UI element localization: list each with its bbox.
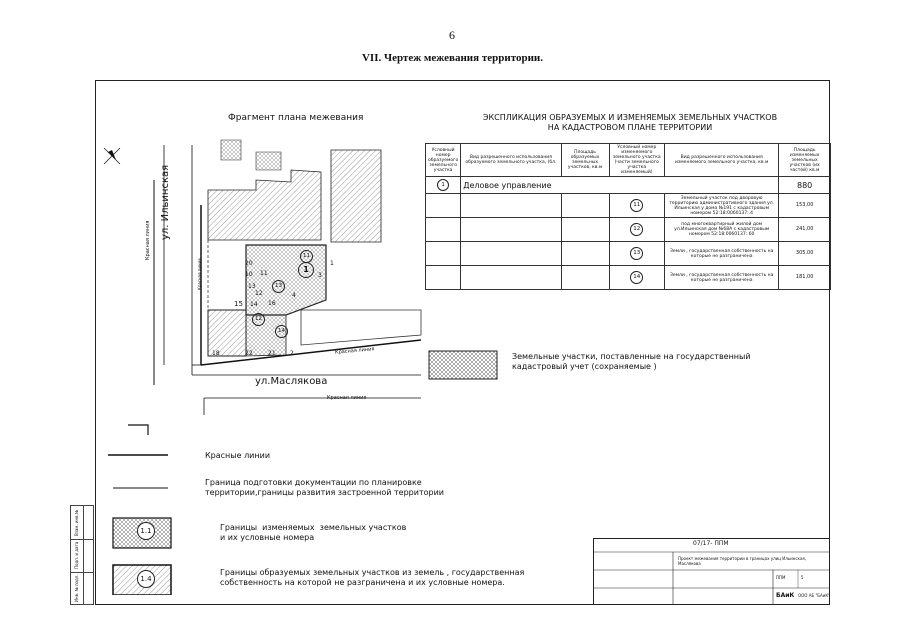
lot-number: 13: [248, 283, 256, 290]
row-area: 153,00: [779, 194, 831, 218]
table-row: [426, 266, 831, 290]
section-title: VII. Чертеж межевания территории.: [361, 52, 543, 64]
table-row: [426, 194, 831, 218]
cadastral-note: Земельные участки, поставленные на государственный кадастровый учет (сохраняемые ): [512, 352, 751, 371]
legend-formed-plots: Границы образуемых земельных участков из земель , государственная собственность на которой не разграничена и их условные номера.: [220, 568, 525, 587]
red-line-label: Красная линия: [197, 258, 202, 290]
street-label-ilyinskaya: ул. Ильинская: [160, 164, 171, 240]
row-number: 13: [630, 247, 643, 260]
row-number: 12: [630, 223, 643, 236]
project-line: Проект межевания территории в границах улиц Ильинская, Маслякова: [678, 556, 807, 566]
legend-red-lines: Красные линии: [205, 451, 271, 460]
lot-number: 21: [268, 350, 276, 357]
red-line-label: Красная линия: [334, 346, 375, 356]
row-use: Земли , государственная собственность на которые не разграничена: [665, 242, 779, 266]
legend-changed-plots: Границы изменяемых земельных участков и их условные номера: [220, 523, 407, 542]
plot-circle: 11: [300, 250, 313, 263]
row-number: 14: [630, 271, 643, 284]
drawing-code: 07/17- ППМ: [693, 540, 729, 547]
stage-label: ППМ: [776, 575, 786, 580]
sheet-label: 5: [801, 575, 804, 580]
column-header: Условный номер образуемого земельного участка: [426, 144, 461, 177]
red-line-icon: [128, 425, 148, 435]
side-label: Взам. инв.№: [74, 510, 79, 536]
plot-circle-main: 1: [298, 262, 314, 278]
street-label-maslyakova: ул.Маслякова: [255, 376, 328, 387]
north-arrow-icon: [104, 148, 120, 164]
lot-number: 16: [268, 300, 276, 307]
lot-number: 1: [330, 260, 334, 267]
lot-number: 18: [212, 350, 220, 357]
row-area: 880: [779, 177, 831, 194]
legend-symbol-changed: 1.1: [137, 522, 155, 540]
lot-number: 22: [245, 350, 253, 357]
legend-symbol-formed: 1.4: [137, 570, 155, 588]
row-number: 1: [437, 179, 449, 191]
explication-title-line2: НА КАДАСТРОВОМ ПЛАНЕ ТЕРРИТОРИИ: [547, 123, 713, 132]
lot-number: 15: [234, 300, 243, 308]
table-row: [426, 218, 831, 242]
lot-number: 4: [292, 292, 296, 299]
red-line-label: Красная линия: [145, 220, 151, 260]
explication-title-line1: ЭКСПЛИКАЦИЯ ОБРАЗУЕМЫХ И ИЗМЕНЯЕМЫХ ЗЕМЕЛЬНЫХ УЧАСТКОВ: [482, 113, 778, 122]
plot-circle: 13: [272, 280, 285, 293]
side-label: Инв. № подл.: [74, 574, 79, 602]
lot-number: 10: [245, 271, 253, 278]
row-use: Земельный участок под дворовую территорию административного здания ул. Ильинская у дома №191 с кадастровым номером 52:18:0060137:.4: [665, 194, 779, 218]
red-line-label: Красная линия: [327, 395, 367, 401]
explication-table: [425, 143, 831, 290]
lot-number: 2: [290, 350, 294, 357]
lot-number: 11: [260, 270, 268, 277]
row-area: 305,00: [779, 242, 831, 266]
plot-circle: 12: [252, 313, 265, 326]
column-header: Площадь образуемых земельных участков, кв.м: [561, 144, 609, 177]
row-area: 181,00: [779, 266, 831, 290]
lot-number: 20: [245, 260, 253, 267]
side-label: Подп. и дата: [74, 541, 79, 569]
map-title: Фрагмент плана межевания: [228, 113, 364, 123]
legend-boundary: Граница подготовки документации по планировке территории,границы развития застроенной территории: [205, 478, 444, 497]
column-header: Вид разрешенного использования образуемого земельного участка, (бл.: [461, 144, 561, 177]
title-block: [593, 538, 830, 605]
table-row: [426, 242, 831, 266]
lot-number: 12: [255, 290, 263, 297]
column-header: Условный номер изменяемого земельного участка (части земельного участка изменяемый): [609, 144, 665, 177]
column-header: Площадь изменяемых земельных участков (их частей) кв.м: [779, 144, 831, 177]
lot-number: 14: [250, 301, 258, 308]
row-area: 241,00: [779, 218, 831, 242]
cadastral-swatch: [428, 350, 498, 380]
legend-symbols: [108, 420, 188, 595]
lot-number: 3: [318, 272, 322, 279]
row-use: Земли , государственная собственность на которые не разграничена: [665, 266, 779, 290]
page-number: 6: [449, 28, 455, 42]
column-header: Вид разрешенного использования изменяемого земельного участка, кв.м: [665, 144, 779, 177]
company-logo: БАиК: [776, 592, 795, 599]
plot-circle: 14: [275, 325, 288, 338]
row-use: под многоквартирный жилой дом ул.Ильинская дом №68А с кадастровым номером 52:18:0060137:.60: [665, 218, 779, 242]
row-number: 11: [630, 199, 643, 212]
row-use: Деловое управление: [461, 177, 779, 194]
table-row: [426, 177, 831, 194]
side-stamp: [70, 505, 94, 605]
company-name: ООО АБ "БАиК": [798, 593, 831, 598]
